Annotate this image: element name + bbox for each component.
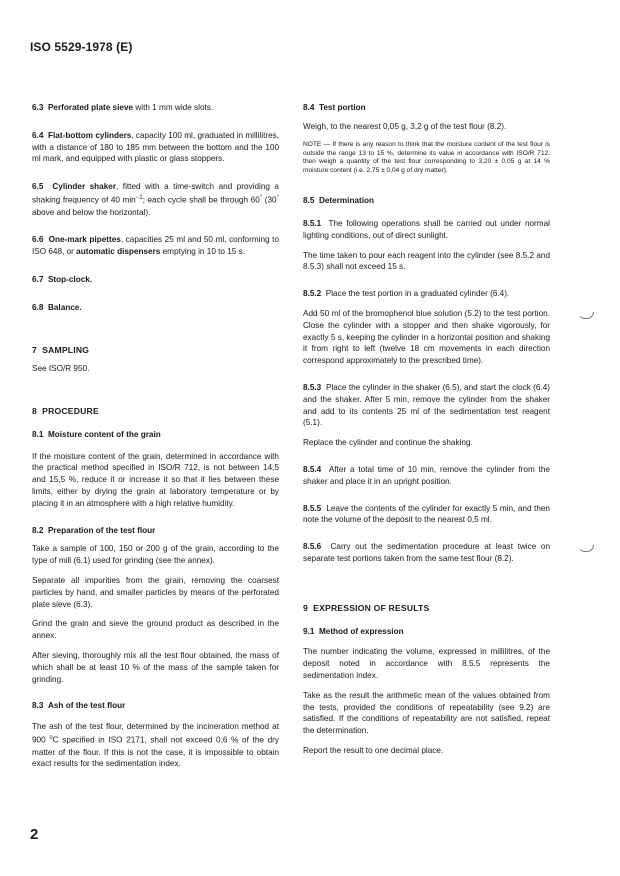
clause-text: with 1 mm wide slots. [133,103,214,112]
clause-6-4 [32,130,279,165]
right-column [303,102,550,757]
clause-text: The following operations shall be carried out under normal lighting conditions, out of direct sunlight. [303,219,550,240]
clause-title: Cylinder shaker [52,182,117,192]
paragraph: Separate all impurities from the grain, removing the coarsest particles by hand, and smaller particles by means of the perforated plate sieve (6.3). [32,576,279,609]
note: NOTE — If there is any reason to think that the moisture content of the test flour is outside the range 13 to 15 %, determine its value in accordance with ISO/R 712, then weigh a quantity of the test flour corresponding to 3,20 ± 0,05 g at 14 % moisture content (i.e. 2,75 ± 0,04 g of dry matter). [303,140,550,175]
subclause-heading-8-4 [303,102,550,114]
paragraph: The number indicating the volume, expressed in millilitres, of the deposit noted in accordance with 8.5.5 represents the sedimentation index. [303,647,550,680]
section-number: 8 [32,406,37,417]
clause-text: , fitted with a time-switch and providing a shaking frequency of 40 min [32,182,279,205]
clause-8-5-2 [303,288,550,300]
clause-title: Preparation of the test flour [47,525,156,535]
section-number: 7 [32,344,37,355]
clause-title: automatic dispensers [76,247,161,257]
paragraph: Grind the grain and sieve the ground product as described in the annex. [32,619,279,641]
clause-text: The ash of the test flour, determined by the incineration method at 900 [32,722,279,745]
subclause-heading-8-1 [32,429,279,441]
superscript: −1 [135,194,143,201]
clause-number: 8.5.4 [303,464,322,474]
clause-number: 6.3 [32,103,44,112]
clause-title: Moisture content of the grain [47,429,161,439]
clause-number: 8.1 [32,429,44,439]
clause-number: 8.5 [303,196,315,206]
clause-text: After a total time of 10 min, remove the cylinder from the shaker and place it in an upright position. [303,464,550,486]
clause-title: Determination [318,196,374,206]
clause-text: ; each cycle shall be through 60 [142,195,260,205]
subclause-heading-9-1 [303,626,550,638]
clause-number: 8.3 [32,701,44,711]
clause-text: above and below the horizontal). [32,207,151,217]
section-title: PROCEDURE [42,406,99,417]
clause-number: 8.5.1 [303,219,322,229]
paragraph: The time taken to pour each reagent into the cylinder (see 8.5.2 and 8.5.3) shall not exceed 15 s. [303,250,550,272]
clause-text: Place the test portion in a graduated cylinder (6.4). [325,289,510,299]
clause-text: Leave the contents of the cylinder for exactly 5 min, and then note the volume of the deposit to the nearest 0,5 ml. [303,503,550,525]
section-heading-9 [303,603,550,615]
clause-title: Test portion [318,103,366,112]
page-header-title: ISO 5529-1978 (E) [30,40,133,54]
clause-number: 8.5.6 [303,542,322,552]
superscript: ° [259,194,263,201]
paragraph: Add 50 ml of the bromophenol blue solution (5.2) to the test portion. Close the cylinder with a stopper and then shake vigorously, for exactly 5 s, keeping the cylinder in a horizontal position and shaking it from right to left (twelve 18 cm movements in each direction correspond approximately to the prescribed time). [303,309,550,366]
clause-title: Flat-bottom cylinders [48,130,132,140]
clause-text: , capacities 25 ml and 50 ml, conforming to ISO 648, or [32,235,280,257]
clause-title: Balance. [47,302,82,312]
paragraph: Report the result to one decimal place. [303,745,444,755]
clause-number: 8.5.3 [303,382,322,392]
clause-8-5-1 [303,218,550,242]
superscript: ° [276,194,280,201]
subclause-heading-8-2 [32,525,279,537]
clause-number: 8.5.5 [303,503,322,513]
margin-mark [578,545,594,552]
clause-text: Place the cylinder in the shaker (6.5), and start the clock (6.4) and the shaker. After 5 min, remove the cylinder from the shaker and add to its contents 25 ml of the sedimentation test reagent (5.1). [303,382,550,428]
clause-8-5-6 [303,541,550,565]
clause-number: 8.4 [303,103,315,112]
paragraph: Replace the cylinder and continue the shaking. [303,438,473,448]
subclause-heading-8-3 [32,700,279,712]
clause-number: 9.1 [303,626,315,636]
clause-title: Perforated plate sieve [47,103,134,112]
clause-6-3 [32,102,279,114]
clause-number: 6.5 [32,182,44,192]
clause-number: 6.6 [32,235,44,245]
clause-title: Ash of the test flour [47,701,126,711]
clause-number: 6.8 [32,302,44,312]
clause-text: (30 [262,195,277,205]
paragraph: Weigh, to the nearest 0,05 g, 3,2 g of the test flour (8.2). [303,121,507,131]
section-title: SAMPLING [42,344,90,355]
clause-text: C specified in ISO 2171, shall not exceed 0,6 % of the dry matter of the flour. If this is not the case, it is impossible to obtain exact results for the sedimentation index. [32,735,280,769]
section-title: EXPRESSION OF RESULTS [313,602,430,613]
clause-text: , capacity 100 ml, graduated in millilitres, with a distance of 180 to 185 mm between the bottom and the 100 ml mark, and equipped with plastic or glass stoppers. [32,130,279,164]
clause-title: Method of expression [318,626,404,636]
clause-number: 8.5.2 [303,289,322,299]
paragraph [32,721,279,770]
clause-number: 6.7 [32,274,44,284]
clause-6-7 [32,274,279,286]
clause-6-8 [32,302,279,314]
clause-number: 8.2 [32,525,44,535]
clause-text: Carry out the sedimentation procedure at least twice on separate test portions taken from the same test flour (8.2). [303,542,550,563]
paragraph: See ISO/R 950. [32,364,90,374]
section-heading-7 [32,345,279,357]
margin-mark [578,312,594,319]
section-heading-8 [32,406,279,418]
clause-8-5-5 [303,503,550,527]
paragraph: If the moisture content of the grain, determined in accordance with the practical method specified in ISO/R 712, is not between 14,5 and 15,5 %, reduce it or increase it so that it lies between these limits, either by drying the grain at laboratory temperature or by placing it in an atmosphere with a high relative humidity. [32,451,279,508]
clause-title: Stop-clock. [47,274,93,284]
page-number: 2 [30,826,39,843]
left-column [32,102,279,770]
clause-8-5-3 [303,382,550,429]
paragraph: After sieving, thoroughly mix all the test flour obtained, the mass of which shall be at least 10 % of the mass of the sample taken for grinding. [32,651,279,684]
superscript: o [49,735,53,742]
clause-title: One-mark pipettes [48,235,121,245]
subclause-heading-8-5 [303,195,550,207]
clause-text: emptying in 10 to 15 s. [160,247,245,257]
clause-number: 6.4 [32,130,44,140]
clause-8-5-4 [303,464,550,488]
section-number: 9 [303,602,308,613]
paragraph: Take as the result the arithmetic mean of the values obtained from the tests, provided the conditions of repeatability (see 9.2) are satisfied. If the conditions of repeatability are not satisfied, repeat the determination. [303,690,550,736]
paragraph: Take a sample of 100, 150 or 200 g of the grain, according to the type of mill (6.1) used for grinding (see the annex). [32,544,279,566]
clause-6-6 [32,234,279,258]
clause-6-5 [32,181,279,218]
